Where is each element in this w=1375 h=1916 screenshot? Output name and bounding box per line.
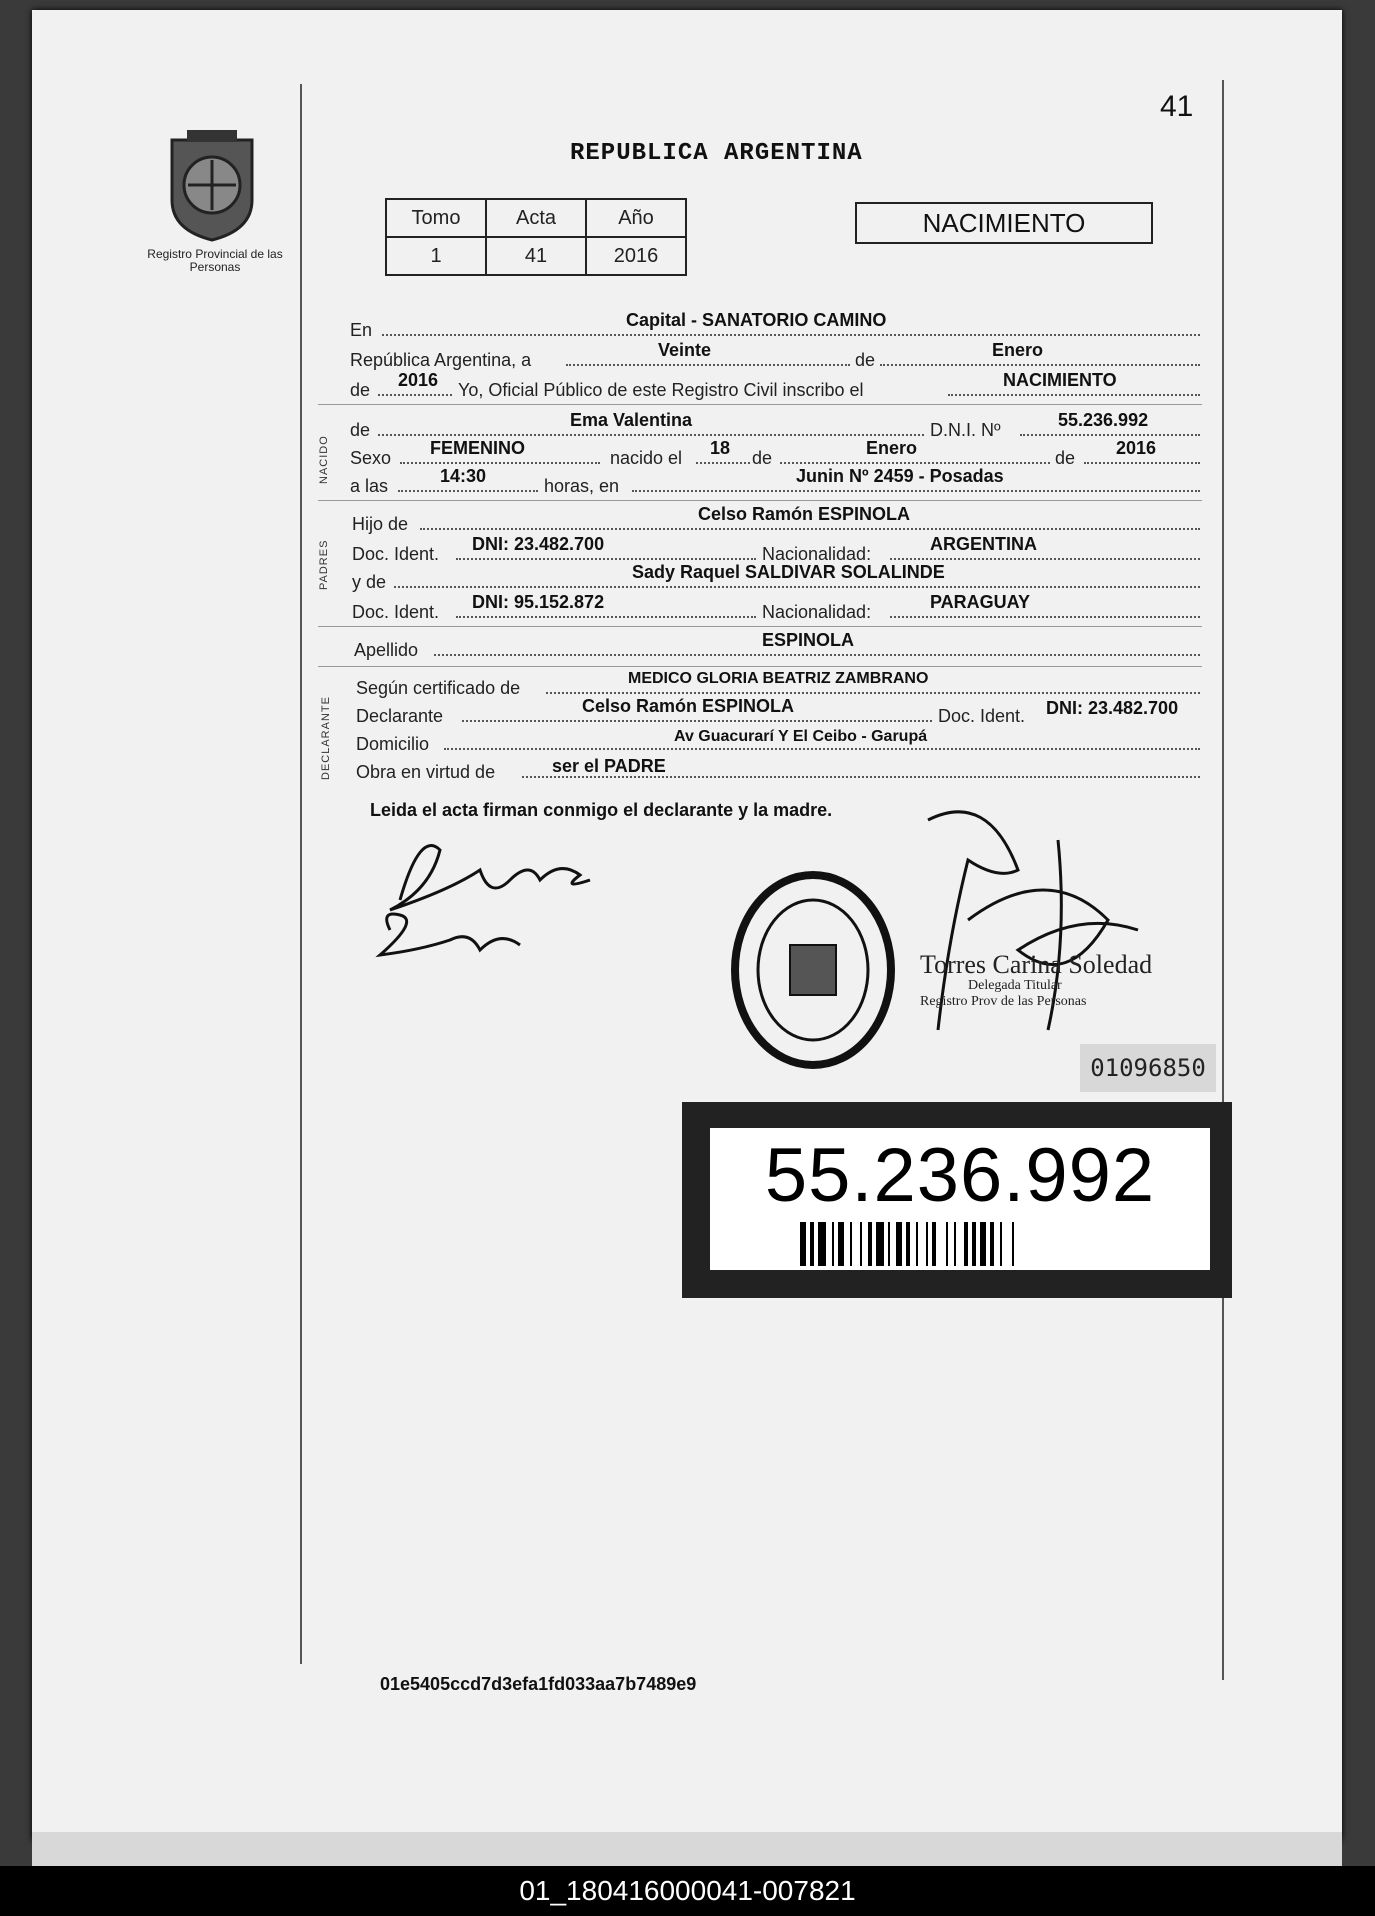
dotted-line (546, 692, 1200, 694)
closing-statement: Leida el acta firman conmigo el declarante y la madre. (370, 800, 833, 820)
barcode-bar (850, 1222, 852, 1266)
dotted-line (1020, 434, 1200, 436)
dotted-line (378, 394, 452, 396)
label-hijo: Hijo de (352, 514, 409, 534)
label-yo: Yo, Oficial Público de este Registro Civil inscribo el (458, 380, 864, 400)
barcode-bar (1000, 1222, 1002, 1266)
parents-signature (360, 820, 620, 970)
barcode-bar (926, 1222, 928, 1266)
registry-name: Registro Provincial de las Personas (147, 247, 283, 274)
label-de: de (350, 380, 371, 400)
barcode-bar (876, 1222, 884, 1266)
officer-office: Registro Prov de las Personas (920, 994, 1087, 1009)
child-dni: 55.236.992 (1058, 410, 1149, 430)
provincial-coat-of-arms-icon (162, 130, 262, 242)
barcode-bar (980, 1222, 986, 1266)
page-number: 41 (1160, 90, 1194, 123)
dni-number-large: 55.236.992 (764, 1133, 1156, 1218)
dotted-line (780, 462, 1050, 464)
declarant-doc: DNI: 23.482.700 (1046, 698, 1179, 718)
barcode-bar (946, 1222, 948, 1266)
section-divider (318, 626, 1202, 627)
dotted-line (1084, 462, 1200, 464)
dotted-line (890, 616, 1200, 618)
label-certificado: Según certificado de (356, 678, 521, 698)
label-doc: Doc. Ident. (938, 706, 1026, 726)
barcode-bar (932, 1222, 936, 1266)
section-divider (318, 404, 1202, 405)
dotted-line (948, 394, 1200, 396)
dotted-line (382, 334, 1200, 336)
barcode-bar (888, 1222, 890, 1266)
barcode-bar (810, 1222, 814, 1266)
barcode-bar (838, 1222, 844, 1266)
record-type-box: NACIMIENTO (855, 202, 1153, 244)
dotted-line (444, 748, 1200, 750)
barcode-bar (832, 1222, 834, 1266)
declarant-capacity: ser el PADRE (552, 756, 666, 776)
country-title: REPUBLICA ARGENTINA (570, 140, 863, 167)
barcode-bar (964, 1222, 968, 1266)
label-de: de (752, 448, 773, 468)
label-horas: horas, en (544, 476, 620, 496)
barcode-bar (972, 1222, 976, 1266)
section-divider (318, 500, 1202, 501)
section-label-nacido: NACIDO (318, 435, 330, 484)
label-de: de (855, 350, 876, 370)
register-value: 1 (386, 237, 486, 275)
dotted-line (378, 434, 924, 436)
declarant-address: Av Guacurarí Y El Ceibo - Garupá (674, 728, 928, 745)
register-header: Año (586, 199, 686, 237)
label-nacido: nacido el (610, 448, 683, 468)
mother-name: Sady Raquel SALDIVAR SOLALINDE (632, 562, 945, 582)
year-text: 2016 (398, 370, 439, 390)
father-name: Celso Ramón ESPINOLA (698, 504, 911, 524)
label-en: En (350, 320, 373, 340)
barcode-bar (990, 1222, 994, 1266)
right-margin-line (1222, 80, 1224, 1680)
surname: ESPINOLA (762, 630, 855, 650)
underlying-page-strip (32, 1832, 1342, 1866)
dotted-line (400, 462, 600, 464)
officer-title: Delegada Titular (968, 978, 1062, 993)
barcode-bar (860, 1222, 862, 1266)
barcode-bar (954, 1222, 956, 1266)
birth-day: 18 (710, 438, 731, 458)
father-doc: DNI: 23.482.700 (472, 534, 605, 554)
label-doc: Doc. Ident. (352, 544, 440, 564)
label-de: de (350, 420, 371, 440)
serial-number: 01096850 (1080, 1044, 1216, 1092)
registry-seal (728, 870, 898, 1070)
barcode-bar (896, 1222, 902, 1266)
file-id-bar: 01_180416000041-007821 (0, 1866, 1375, 1916)
child-sex: FEMENINO (430, 438, 526, 458)
barcode-bar (800, 1222, 806, 1266)
label-nacionalidad: Nacionalidad: (762, 602, 872, 622)
register-table (385, 198, 687, 276)
registration-place: Capital - SANATORIO CAMINO (626, 310, 887, 330)
dotted-line (890, 558, 1200, 560)
declarant-name: Celso Ramón ESPINOLA (582, 696, 795, 716)
barcode-bar (916, 1222, 918, 1266)
register-header: Tomo (386, 199, 486, 237)
register-header: Acta (486, 199, 586, 237)
birth-year: 2016 (1116, 438, 1157, 458)
birth-place: Junin Nº 2459 - Posadas (796, 466, 1004, 486)
barcode-bar (1012, 1222, 1014, 1266)
birth-month: Enero (866, 438, 918, 458)
dotted-line (696, 462, 750, 464)
section-divider (318, 666, 1202, 667)
label-republica: República Argentina, a (350, 350, 532, 370)
dotted-line (566, 364, 850, 366)
dotted-line (434, 654, 1200, 656)
officer-name: Torres Carina Soledad (920, 950, 1153, 979)
certificate-issuer: MEDICO GLORIA BEATRIZ ZAMBRANO (628, 670, 929, 687)
label-obra: Obra en virtud de (356, 762, 496, 782)
father-nationality: ARGENTINA (930, 534, 1037, 554)
dotted-line (420, 528, 1200, 530)
section-label-declarante: DECLARANTE (320, 696, 332, 780)
barcode (800, 1222, 1140, 1266)
dotted-line (462, 720, 932, 722)
record-kind: NACIMIENTO (1003, 370, 1117, 390)
mother-doc: DNI: 95.152.872 (472, 592, 605, 612)
month-text: Enero (992, 340, 1044, 360)
label-de: de (1055, 448, 1076, 468)
dotted-line (398, 490, 538, 492)
label-nacionalidad: Nacionalidad: (762, 544, 872, 564)
barcode-bar (906, 1222, 910, 1266)
label-doc: Doc. Ident. (352, 602, 440, 622)
label-domicilio: Domicilio (356, 734, 430, 754)
day-text: Veinte (658, 340, 712, 360)
dotted-line (394, 586, 1200, 588)
dotted-line (632, 490, 1200, 492)
dotted-line (456, 558, 756, 560)
label-yde: y de (352, 572, 387, 592)
document-hash: 01e5405ccd7d3efa1fd033aa7b7489e9 (380, 1674, 697, 1694)
label-declarante: Declarante (356, 706, 444, 726)
section-label-padres: PADRES (318, 539, 330, 590)
barcode-bar (868, 1222, 872, 1266)
dotted-line (456, 616, 756, 618)
register-value: 2016 (586, 237, 686, 275)
birth-time: 14:30 (440, 466, 487, 486)
label-apellido: Apellido (354, 640, 419, 660)
register-value: 41 (486, 237, 586, 275)
label-alas: a las (350, 476, 389, 496)
label-sexo: Sexo (350, 448, 392, 468)
left-margin-line (300, 84, 302, 1664)
label-dni: D.N.I. Nº (930, 420, 1001, 440)
dotted-line (880, 364, 1200, 366)
mother-nationality: PARAGUAY (930, 592, 1031, 612)
barcode-bar (818, 1222, 826, 1266)
child-name: Ema Valentina (570, 410, 693, 430)
